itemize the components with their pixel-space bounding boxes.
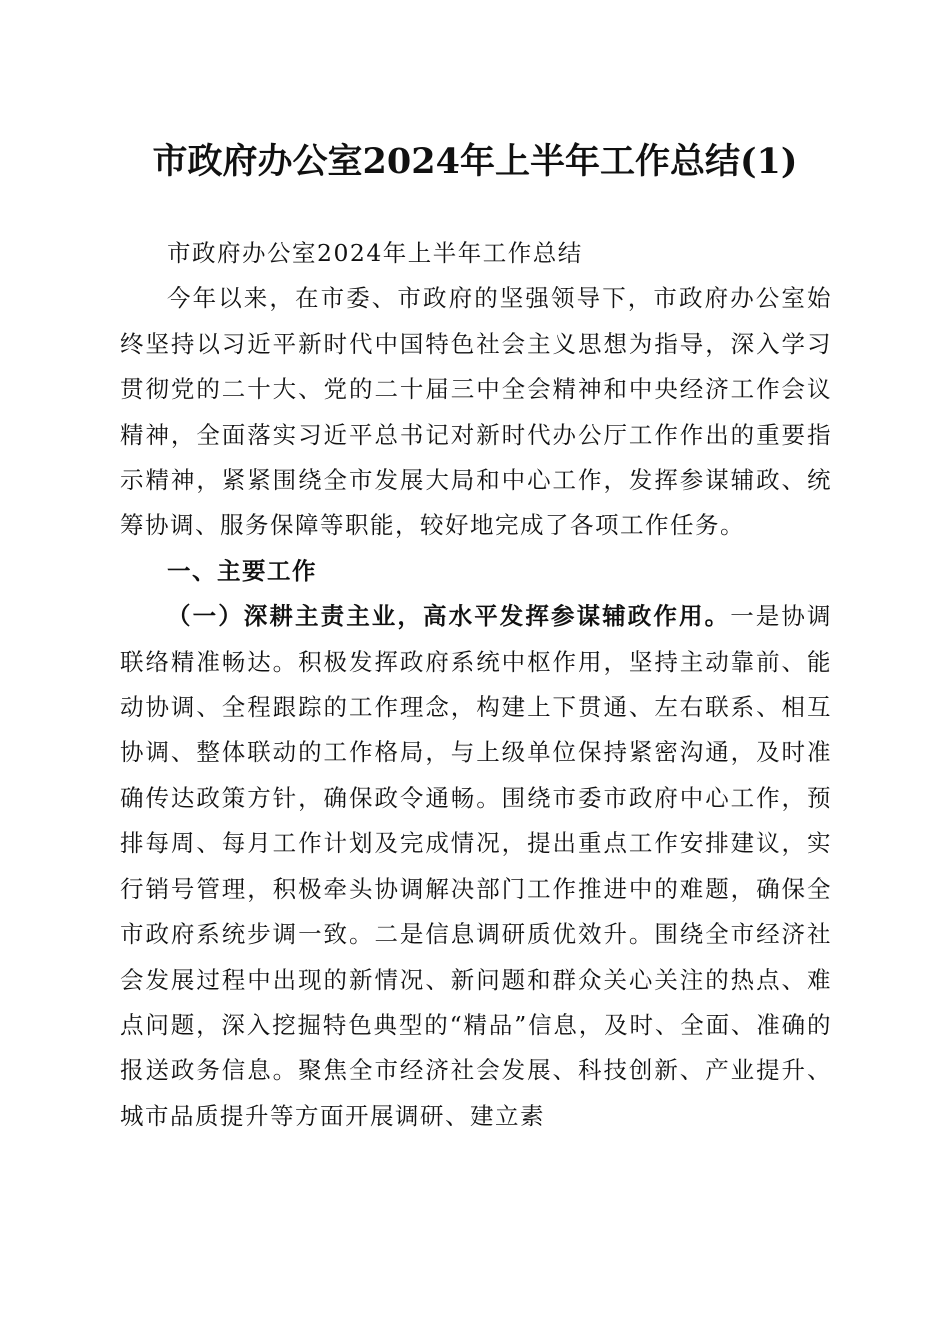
section-item-lead: （一）深耕主责主业，高水平发挥参谋辅政作用。 [167, 602, 731, 631]
section-heading: 一、主要工作 [167, 556, 317, 585]
document-title: 市政府办公室2024年上半年工作总结(1) [152, 141, 798, 182]
document-body [120, 231, 832, 1139]
intro-paragraph: 今年以来，在市委、市政府的坚强领导下，市政府办公室始终坚持以习近平新时代中国特色社会主义思想为指导，深入学习贯彻党的二十大、党的二十届三中全会精神和中央经济工作会议精神，全面落实习近平总书记对新时代办公厅工作作出的重要指示精神，紧紧围绕全市发展大局和中心工作，发挥参谋辅政、统筹协调、服务保障等职能，较好地完成了各项工作任务。 [120, 284, 832, 540]
document-subtitle: 市政府办公室2024年上半年工作总结 [167, 239, 583, 267]
section-item-text: 一是协调联络精准畅达。积极发挥政府系统中枢作用，坚持主动靠前、能动协调、全程跟踪的工作理念，构建上下贯通、左右联系、相互协调、整体联动的工作格局，与上级单位保持紧密沟通，及时准确传达政策方针，确保政令通畅。围绕市委市政府中心工作，预排每周、每月工作计划及完成情况，提出重点工作安排建议，实行销号管理，积极牵头协调解决部门工作推进中的难题，确保全市政府系统步调一致。二是信息调研质优效升。围绕全市经济社会发展过程中出现的新情况、新问题和群众关心关注的热点、难点问题，深入挖掘特色典型的“精品”信息，及时、全面、准确的报送政务信息。聚焦全市经济社会发展、科技创新、产业提升、城市品质提升等方面开展调研、建立素 [120, 602, 833, 1130]
section-item-paragraph [120, 594, 832, 1139]
